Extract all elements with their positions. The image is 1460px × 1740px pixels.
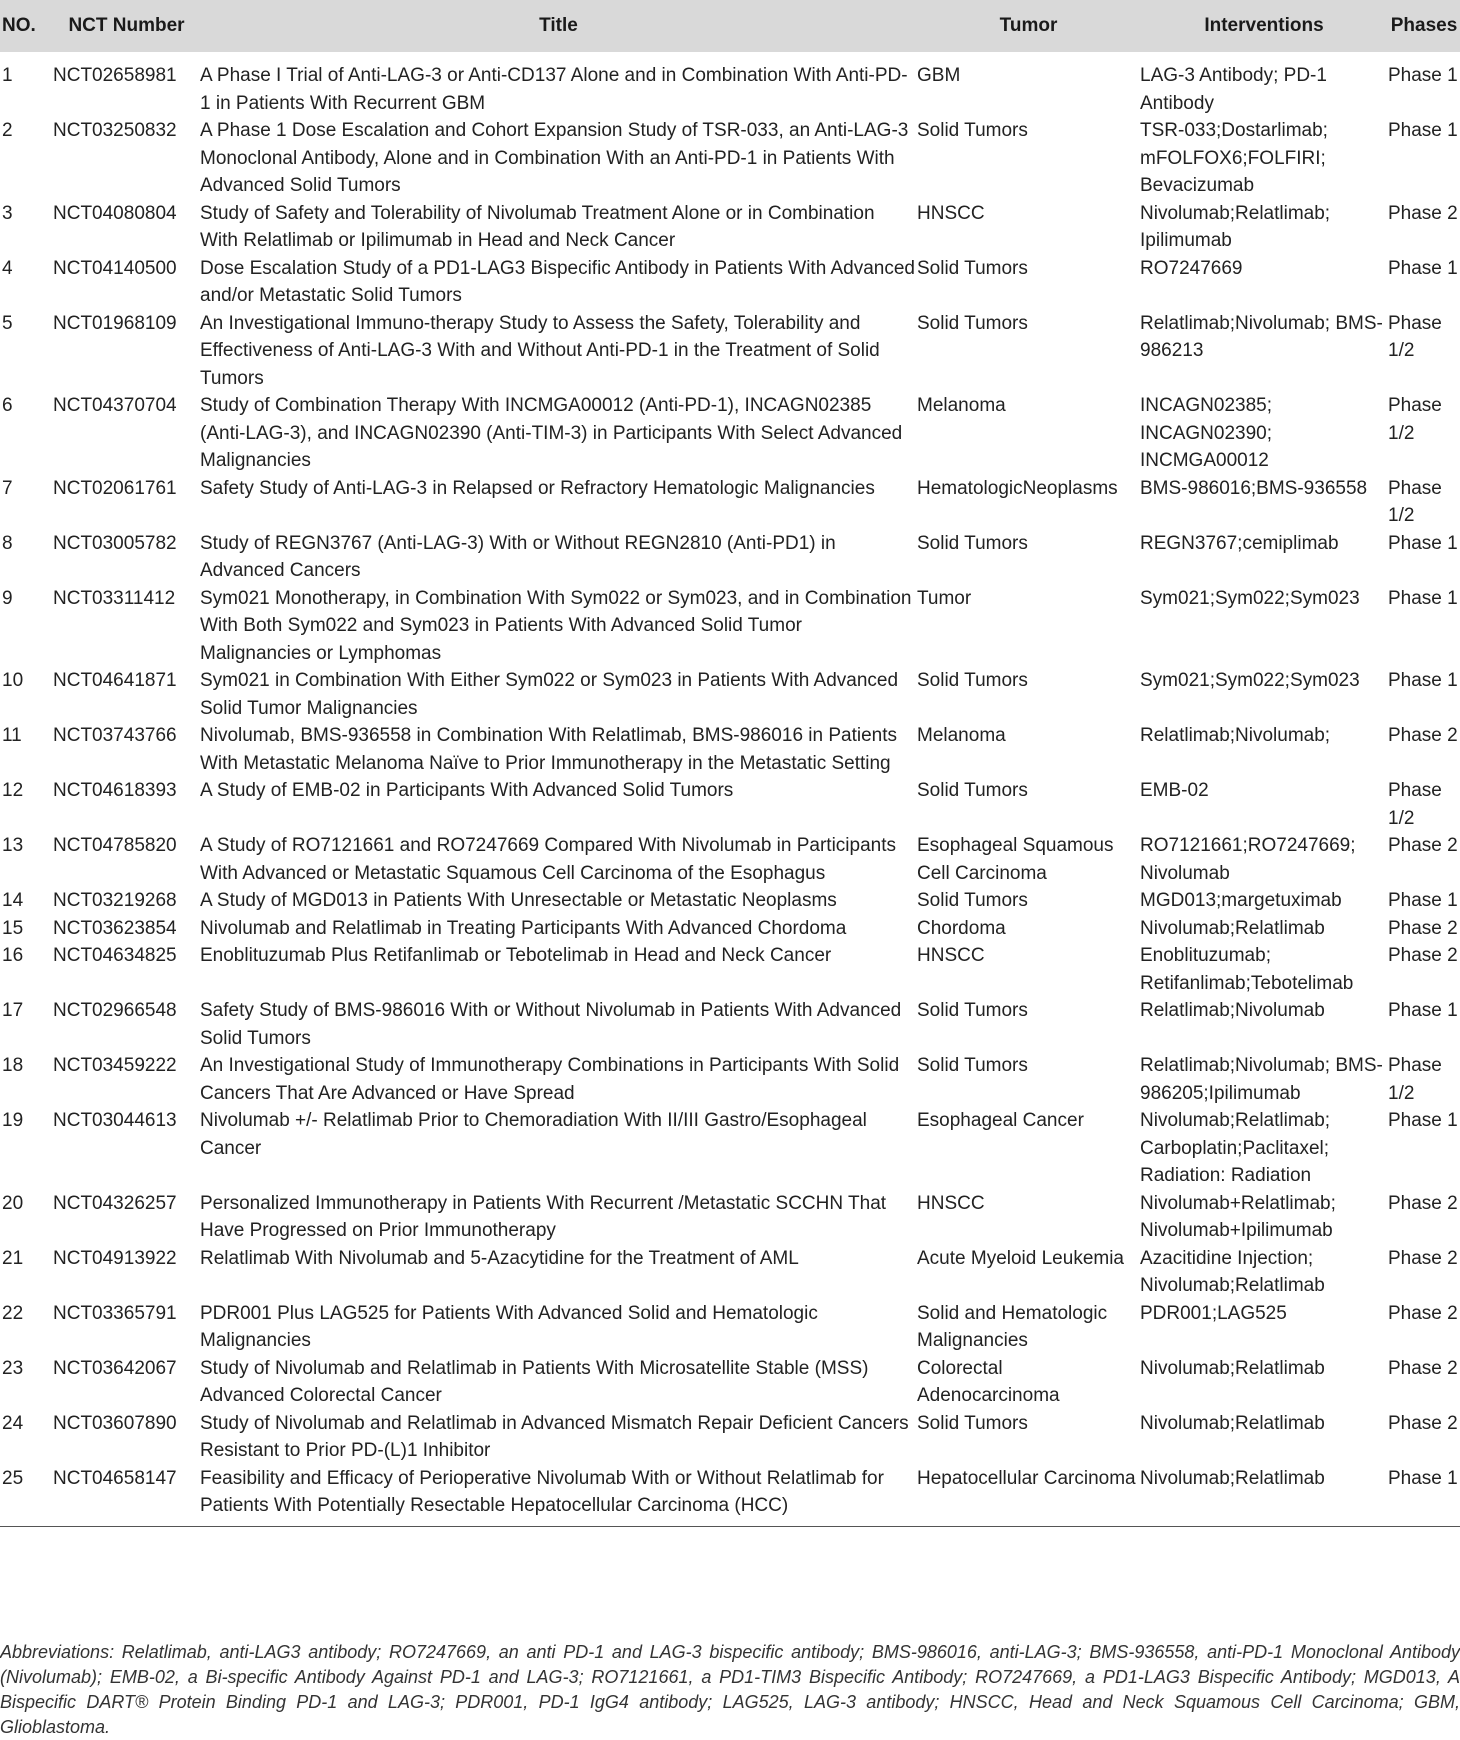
cell-tumor: Chordoma	[917, 917, 1006, 939]
cell-no: 4	[2, 257, 13, 279]
cell-interventions: Nivolumab+Relatlimab; Nivolumab+Ipilimumab	[1140, 1192, 1336, 1241]
cell-title: Enoblituzumab Plus Retifanlimab or Tebotelimab in Head and Neck Cancer	[200, 945, 832, 966]
cell-interventions: Relatlimab;Nivolumab; BMS-986205;Ipilimumab	[1140, 1055, 1383, 1104]
cell-no: 22	[2, 1302, 24, 1324]
header-tumor: Tumor	[917, 0, 1140, 52]
cell-interventions: EMB-02	[1140, 780, 1209, 801]
cell-interventions: Relatlimab;Nivolumab	[1140, 1000, 1325, 1021]
cell-phase: Phase 1	[1388, 120, 1458, 141]
cell-title: Nivolumab, BMS-936558 in Combination With Relatlimab, BMS-986016 in Patients With Metastatic Melanoma Naïve to Prior Immunotherapy in the Metastatic Setting	[200, 725, 898, 774]
cell-interventions: Nivolumab;Relatlimab; Carboplatin;Paclitaxel; Radiation: Radiation	[1140, 1110, 1331, 1186]
cell-interventions: RO7247669	[1140, 257, 1243, 279]
cell-title: Study of Nivolumab and Relatlimab in Advanced Mismatch Repair Deficient Cancers Resistant to Prior PD-(L)1 Inhibitor	[200, 1412, 909, 1461]
cell-tumor: Solid Tumors	[917, 1055, 1028, 1076]
cell-no: 19	[2, 1110, 24, 1131]
cell-no: 18	[2, 1055, 24, 1076]
cell-tumor: Solid Tumors	[917, 532, 1028, 554]
cell-no: 25	[0, 1465, 53, 1527]
cell-interventions: Enoblituzumab; Retifanlimab;Tebotelimab	[1140, 945, 1354, 994]
cell-phase: Phase 2	[1388, 1192, 1458, 1214]
cell-no: 13	[2, 835, 24, 856]
cell-tumor: Esophageal Squamous Cell Carcinoma	[917, 835, 1114, 884]
table-row	[0, 1107, 1460, 1190]
cell-no: 8	[2, 532, 13, 554]
cell-no: 24	[2, 1412, 24, 1434]
cell-title: Relatlimab With Nivolumab and 5-Azacytidine for the Treatment of AML	[200, 1247, 799, 1269]
cell-tumor: Solid and Hematologic Malignancies	[917, 1302, 1108, 1351]
cell-interventions: Nivolumab;Relatlimab	[1140, 1412, 1325, 1434]
cell-phase: Phase 2	[1388, 1412, 1458, 1434]
cell-tumor: Solid Tumors	[917, 890, 1028, 911]
cell-interventions: BMS-986016;BMS-936558	[1140, 477, 1368, 499]
cell-interventions: Nivolumab;Relatlimab	[1140, 1465, 1388, 1527]
cell-tumor: Solid Tumors	[917, 312, 1028, 334]
cell-tumor: Solid Tumors	[917, 780, 1028, 801]
cell-interventions: Nivolumab;Relatlimab	[1140, 917, 1325, 939]
cell-no: 6	[2, 395, 13, 416]
cell-nct-number: NCT03365791	[53, 1302, 177, 1324]
cell-no: 2	[2, 120, 13, 141]
cell-tumor: Solid Tumors	[917, 670, 1028, 691]
cell-nct-number: NCT04634825	[53, 945, 177, 966]
cell-phase: Phase 1/2	[1388, 780, 1442, 829]
cell-tumor: Hepatocellular Carcinoma	[917, 1465, 1140, 1527]
cell-nct-number: NCT04913922	[53, 1247, 177, 1269]
cell-no: 3	[2, 202, 13, 224]
table-row	[0, 942, 1460, 997]
cell-nct-number: NCT03642067	[53, 1357, 177, 1379]
cell-no: 5	[2, 312, 13, 334]
cell-no: 1	[2, 65, 13, 86]
cell-phase: Phase 2	[1388, 202, 1458, 224]
cell-tumor: Tumor	[917, 587, 972, 609]
cell-tumor: Colorectal Adenocarcinoma	[917, 1357, 1060, 1406]
cell-phase: Phase 2	[1388, 1357, 1458, 1379]
cell-interventions: LAG-3 Antibody; PD-1 Antibody	[1140, 65, 1327, 114]
table-row	[0, 1465, 1460, 1527]
table-row	[0, 1410, 1460, 1465]
cell-title: Study of REGN3767 (Anti-LAG-3) With or Without REGN2810 (Anti-PD1) in Advanced Cancers	[200, 532, 836, 581]
table-row	[0, 1190, 1460, 1245]
cell-nct-number: NCT03044613	[53, 1110, 177, 1131]
cell-nct-number: NCT04326257	[53, 1192, 177, 1214]
cell-nct-number: NCT04140500	[53, 257, 177, 279]
cell-phase: Phase 2	[1388, 835, 1458, 856]
cell-nct-number: NCT04080804	[53, 202, 177, 224]
table-row	[0, 585, 1460, 668]
cell-nct-number: NCT04641871	[53, 670, 177, 691]
cell-title: A Study of RO7121661 and RO7247669 Compared With Nivolumab in Participants With Advanced or Metastatic Squamous Cell Carcinoma of the Esophagus	[200, 835, 897, 884]
cell-nct-number: NCT04658147	[53, 1465, 200, 1527]
cell-no: 10	[2, 670, 24, 691]
table-row	[0, 1052, 1460, 1107]
cell-nct-number: NCT03311412	[53, 587, 176, 609]
cell-nct-number: NCT03250832	[53, 120, 177, 141]
cell-phase: Phase 2	[1388, 945, 1458, 966]
cell-tumor: Acute Myeloid Leukemia	[917, 1247, 1124, 1269]
cell-no: 23	[2, 1357, 24, 1379]
cell-nct-number: NCT03459222	[53, 1055, 177, 1076]
cell-interventions: Azacitidine Injection; Nivolumab;Relatlimab	[1140, 1247, 1325, 1296]
table-row	[0, 667, 1460, 722]
cell-title: Study of Safety and Tolerability of Nivolumab Treatment Alone or in Combination With Relatlimab or Ipilimumab in Head and Neck Cancer	[200, 202, 875, 251]
cell-phase: Phase 1/2	[1388, 312, 1442, 361]
header-nct-number: NCT Number	[53, 0, 200, 52]
cell-no: 21	[2, 1247, 24, 1269]
cell-title: An Investigational Study of Immunotherapy Combinations in Participants With Solid Cancers That Are Advanced or Have Spread	[200, 1055, 900, 1104]
cell-title: Safety Study of BMS-986016 With or Without Nivolumab in Patients With Advanced Solid Tumors	[200, 1000, 902, 1049]
cell-title: A Phase 1 Dose Escalation and Cohort Expansion Study of TSR-033, an Anti-LAG-3 Monoclonal Antibody, Alone and in Combination With an Anti-PD-1 in Patients With Advanced Solid Tumors	[200, 120, 909, 196]
cell-nct-number: NCT02966548	[53, 1000, 177, 1021]
cell-tumor: Esophageal Cancer	[917, 1110, 1084, 1131]
cell-phase: Phase 2	[1388, 917, 1458, 939]
cell-title: An Investigational Immuno-therapy Study to Assess the Safety, Tolerability and Effectiveness of Anti-LAG-3 With and Without Anti-PD-1 in the Treatment of Solid Tumors	[200, 312, 880, 389]
cell-phase: Phase 1	[1388, 532, 1458, 554]
cell-tumor: HematologicNeoplasms	[917, 477, 1118, 499]
cell-title: Study of Nivolumab and Relatlimab in Patients With Microsatellite Stable (MSS) Advanced Colorectal Cancer	[200, 1357, 869, 1406]
cell-tumor: Melanoma	[917, 725, 1006, 746]
cell-title: Safety Study of Anti-LAG-3 in Relapsed or Refractory Hematologic Malignancies	[200, 477, 875, 499]
cell-interventions: TSR-033;Dostarlimab; mFOLFOX6;FOLFIRI; Bevacizumab	[1140, 120, 1328, 196]
cell-interventions: Nivolumab;Relatlimab	[1140, 1357, 1325, 1379]
cell-interventions: REGN3767;cemiplimab	[1140, 532, 1339, 554]
abbreviations-footnote: Abbreviations: Relatlimab, anti-LAG3 antibody; RO7247669, an anti PD-1 and LAG-3 bispecific antibody; BMS-986016, anti-LAG-3; BMS-936558, anti-PD-1 Monoclonal Antibody (Nivolumab); EMB-02, a Bi-specific Antibody Against PD-1 and LAG-3; RO7121661, a PD1-TIM3 Bispecific Antibody; RO7247669, a PD1-LAG3 Bispecific Antibody; MGD013, A Bispecific DART® Protein Binding PD-1 and LAG-3; PDR001, PD-1 IgG4 antibody; LAG525, LAG-3 antibody; HNSCC, Head and Neck Squamous Cell Carcinoma; GBM, Glioblastoma.	[0, 1642, 1460, 1737]
cell-nct-number: NCT04370704	[53, 395, 177, 416]
cell-tumor: GBM	[917, 65, 961, 86]
cell-tumor: Solid Tumors	[917, 1000, 1028, 1021]
cell-no: 17	[2, 1000, 24, 1021]
cell-nct-number: NCT02061761	[53, 477, 177, 499]
cell-nct-number: NCT03743766	[53, 725, 177, 746]
table-body	[0, 52, 1460, 1526]
table-row	[0, 997, 1460, 1052]
cell-tumor: HNSCC	[917, 202, 985, 224]
table-row	[0, 310, 1460, 393]
cell-nct-number: NCT03607890	[53, 1412, 177, 1434]
cell-tumor: Solid Tumors	[917, 120, 1028, 141]
cell-phase: Phase 2	[1388, 1247, 1458, 1269]
cell-no: 12	[2, 780, 24, 801]
cell-no: 7	[2, 477, 13, 499]
cell-no: 20	[2, 1192, 24, 1214]
cell-interventions: Sym021;Sym022;Sym023	[1140, 670, 1360, 691]
table-header	[0, 0, 1460, 52]
header-phases: Phases	[1388, 0, 1460, 52]
header-interventions: Interventions	[1140, 0, 1388, 52]
cell-nct-number: NCT04618393	[53, 780, 177, 801]
cell-phase: Phase 1	[1388, 1110, 1458, 1131]
table-row	[0, 117, 1460, 200]
cell-nct-number: NCT04785820	[53, 835, 177, 856]
table-row	[0, 530, 1460, 585]
cell-title: Sym021 Monotherapy, in Combination With Sym022 or Sym023, and in Combination With Both Sym022 and Sym023 in Patients With Advanced Solid Tumor Malignancies or Lymphomas	[200, 587, 912, 664]
table-row	[0, 915, 1460, 943]
cell-no: 16	[2, 945, 24, 966]
table-row	[0, 1245, 1460, 1300]
cell-tumor: Solid Tumors	[917, 1412, 1028, 1434]
cell-title: Personalized Immunotherapy in Patients With Recurrent /Metastatic SCCHN That Have Progressed on Prior Immunotherapy	[200, 1192, 887, 1241]
table-row	[0, 200, 1460, 255]
cell-no: 11	[2, 725, 22, 746]
cell-title: Nivolumab +/- Relatlimab Prior to Chemoradiation With II/III Gastro/Esophageal Cancer	[200, 1110, 867, 1159]
table-row	[0, 475, 1460, 530]
cell-interventions: PDR001;LAG525	[1140, 1302, 1287, 1324]
cell-title: A Study of EMB-02 in Participants With Advanced Solid Tumors	[200, 780, 734, 801]
cell-phase: Phase 2	[1388, 1302, 1458, 1324]
cell-phase: Phase 1	[1388, 670, 1458, 691]
table-row	[0, 887, 1460, 915]
cell-tumor: Melanoma	[917, 395, 1006, 416]
cell-nct-number: NCT02658981	[53, 65, 177, 86]
table-row	[0, 1300, 1460, 1355]
cell-nct-number: NCT03219268	[53, 890, 177, 911]
cell-phase: Phase 1	[1388, 257, 1458, 279]
cell-title: A Phase I Trial of Anti-LAG-3 or Anti-CD137 Alone and in Combination With Anti-PD-1 in Patients With Recurrent GBM	[200, 65, 908, 114]
cell-phase: Phase 1	[1388, 890, 1458, 911]
cell-title: A Study of MGD013 in Patients With Unresectable or Metastatic Neoplasms	[200, 890, 837, 911]
cell-phase: Phase 1	[1388, 1465, 1460, 1527]
cell-title: Sym021 in Combination With Either Sym022 or Sym023 in Patients With Advanced Solid Tumor Malignancies	[200, 670, 899, 719]
cell-no: 14	[2, 890, 24, 911]
cell-title: Feasibility and Efficacy of Perioperative Nivolumab With or Without Relatlimab for Patients With Potentially Resectable Hepatocellular Carcinoma (HCC)	[200, 1465, 917, 1527]
header-title: Title	[200, 0, 917, 52]
table-row	[0, 722, 1460, 777]
table-row	[0, 777, 1460, 832]
cell-nct-number: NCT01968109	[53, 312, 177, 334]
table-row	[0, 1355, 1460, 1410]
cell-interventions: MGD013;margetuximab	[1140, 890, 1342, 911]
cell-interventions: Sym021;Sym022;Sym023	[1140, 587, 1360, 609]
cell-title: Dose Escalation Study of a PD1-LAG3 Bispecific Antibody in Patients With Advanced and/or Metastatic Solid Tumors	[200, 257, 915, 306]
cell-no: 9	[2, 587, 13, 609]
cell-interventions: INCAGN02385; INCAGN02390; INCMGA00012	[1140, 395, 1273, 471]
cell-tumor: Solid Tumors	[917, 257, 1028, 279]
cell-phase: Phase 1/2	[1388, 1055, 1442, 1104]
cell-title: PDR001 Plus LAG525 for Patients With Advanced Solid and Hematologic Malignancies	[200, 1302, 818, 1351]
table-row	[0, 832, 1460, 887]
cell-phase: Phase 1	[1388, 65, 1458, 86]
cell-tumor: HNSCC	[917, 1192, 985, 1214]
cell-title: Nivolumab and Relatlimab in Treating Participants With Advanced Chordoma	[200, 917, 847, 939]
cell-phase: Phase 1/2	[1388, 395, 1442, 444]
cell-phase: Phase 2	[1388, 725, 1458, 746]
cell-no: 15	[2, 917, 24, 939]
cell-tumor: HNSCC	[917, 945, 985, 966]
cell-phase: Phase 1/2	[1388, 477, 1442, 526]
cell-phase: Phase 1	[1388, 1000, 1458, 1021]
cell-nct-number: NCT03005782	[53, 532, 177, 554]
cell-interventions: Relatlimab;Nivolumab; BMS-986213	[1140, 312, 1383, 361]
table-row	[0, 52, 1460, 117]
cell-interventions: RO7121661;RO7247669; Nivolumab	[1140, 835, 1356, 884]
cell-interventions: Relatlimab;Nivolumab;	[1140, 725, 1331, 746]
table-row	[0, 392, 1460, 475]
header-no: NO.	[0, 0, 53, 52]
cell-nct-number: NCT03623854	[53, 917, 177, 939]
table-row	[0, 255, 1460, 310]
cell-phase: Phase 1	[1388, 587, 1458, 609]
cell-interventions: Nivolumab;Relatlimab; Ipilimumab	[1140, 202, 1331, 251]
cell-title: Study of Combination Therapy With INCMGA00012 (Anti-PD-1), INCAGN02385 (Anti-LAG-3), and INCAGN02390 (Anti-TIM-3) in Participants With Select Advanced Malignancies	[200, 395, 903, 471]
